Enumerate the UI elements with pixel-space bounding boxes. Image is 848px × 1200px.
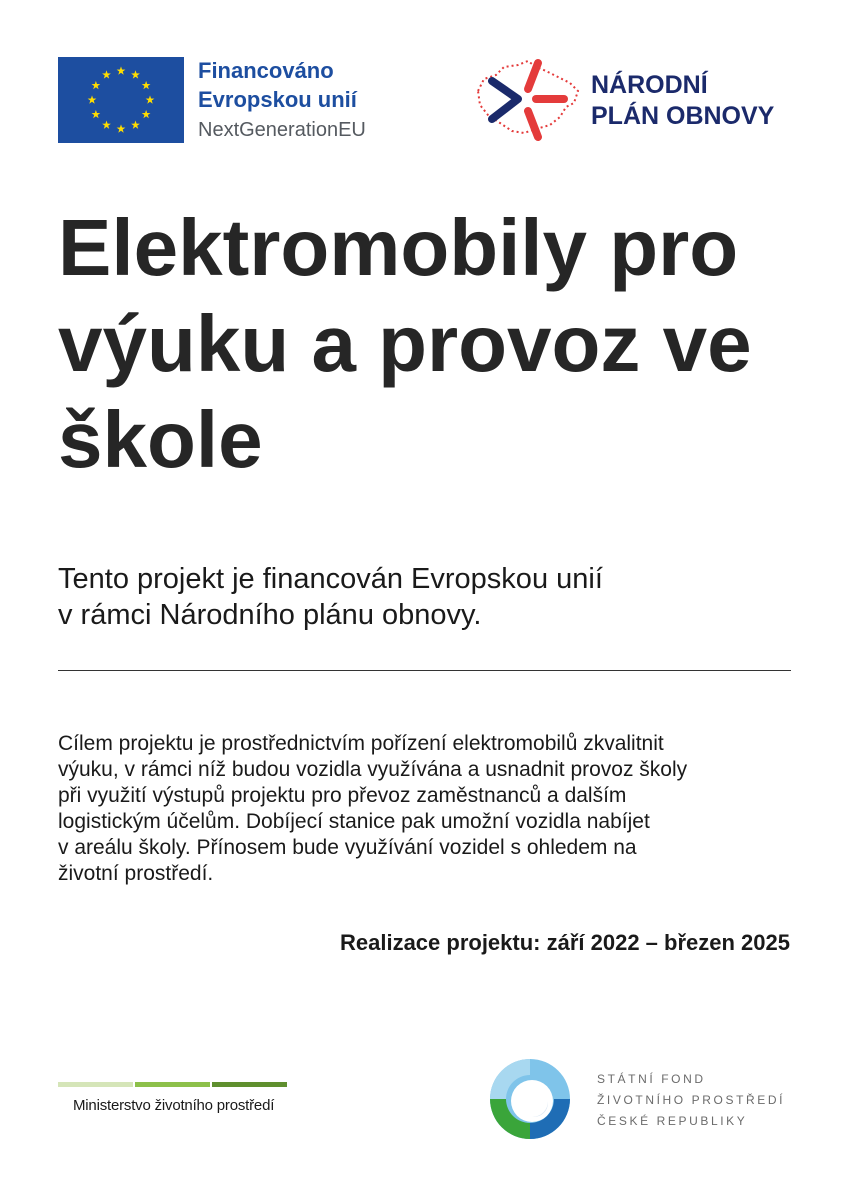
sfzp-line-3: ČESKÉ REPUBLIKY [597, 1114, 748, 1128]
ministry-logo-bar-dark [212, 1082, 287, 1087]
page-title [58, 200, 828, 488]
ministry-name: Ministerstvo životního prostředí [73, 1097, 275, 1114]
description-line: Cílem projektu je prostřednictvím pořízení elektromobilů zkvalitnit [58, 732, 664, 755]
subtitle-line-2: v rámci Národního plánu obnovy. [58, 599, 482, 631]
ministry-logo-bar-light [58, 1082, 133, 1087]
title-line-2: výuku a provoz ve [58, 299, 752, 388]
npo-line-2: PLÁN OBNOVY [591, 102, 775, 130]
description-line: výuku, v rámci níž budou vozidla využívána a usnadnit provoz školy [58, 758, 688, 781]
eu-funding-line-3: NextGenerationEU [198, 119, 366, 141]
sfzp-logo-icon [488, 1057, 572, 1141]
divider [58, 670, 791, 671]
sfzp-line-2: ŽIVOTNÍHO PROSTŘEDÍ [597, 1093, 786, 1107]
eu-funding-line-1: Financováno [198, 58, 334, 83]
npo-logo-text [591, 70, 821, 132]
sfzp-line-1: STÁTNÍ FOND [597, 1072, 706, 1086]
ministry-logo-bar-medium [135, 1082, 210, 1087]
description-line: při využití výstupů projektu pro převoz zaměstnanců a dalším [58, 784, 627, 807]
npo-line-1: NÁRODNÍ [591, 71, 708, 99]
title-line-3: škole [58, 395, 263, 484]
eu-funding-line-2: Evropskou unií [198, 87, 357, 112]
sfzp-logo-text [597, 1069, 785, 1132]
eu-funding-logo-text [198, 56, 458, 146]
realization-period: Realizace projektu: září 2022 – březen 2025 [339, 930, 790, 955]
description-line: v areálu školy. Přínosem bude využívání vozidel s ohledem na [58, 836, 637, 859]
eu-flag-icon [58, 57, 184, 143]
description-line: logistickým účelům. Dobíjecí stanice pak umožní vozidla nabíjet [58, 810, 650, 833]
project-description [58, 731, 818, 887]
subtitle [58, 561, 818, 633]
npo-logo-icon [470, 55, 588, 145]
description-line: životní prostředí. [58, 862, 214, 885]
subtitle-line-1: Tento projekt je financován Evropskou unií [58, 563, 603, 595]
title-line-1: Elektromobily pro [58, 203, 739, 292]
